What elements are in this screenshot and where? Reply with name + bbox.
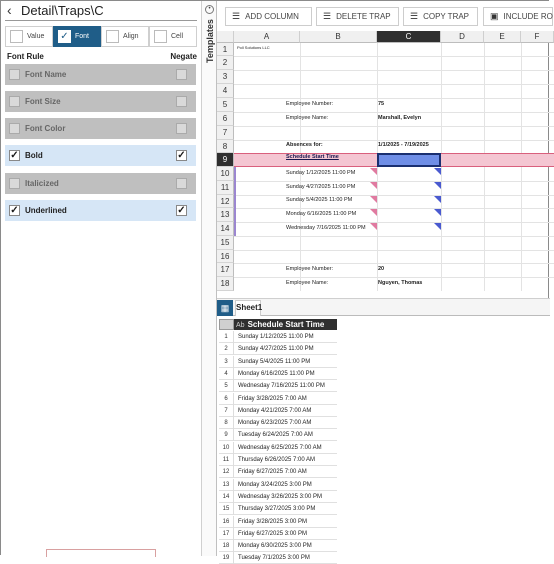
blue-marker-icon (434, 209, 441, 216)
rule-label: Underlined (25, 206, 67, 215)
blue-marker-icon (434, 168, 441, 175)
row-number: 13 (219, 479, 234, 491)
table-row[interactable] (219, 405, 337, 417)
row-header[interactable]: 13 (217, 208, 234, 222)
table-row[interactable] (219, 368, 337, 380)
trap-rules-panel (1, 1, 201, 556)
row-header[interactable]: 17 (217, 263, 234, 277)
spreadsheet-grid[interactable] (217, 31, 550, 291)
check-icon: ✓ (10, 150, 19, 161)
rule-font-size[interactable] (5, 91, 196, 112)
table-row[interactable] (219, 552, 337, 564)
column-header[interactable]: E (484, 31, 521, 43)
font-rule-heading: Font Rule (7, 52, 44, 61)
row-number: 12 (219, 466, 234, 478)
delete-trap-label: DELETE TRAP (336, 12, 391, 21)
table-row[interactable] (219, 491, 337, 503)
copy-trap-label: COPY TRAP (423, 12, 470, 21)
cell-b17[interactable]: Employee Name: (286, 280, 329, 286)
row-header[interactable]: 1 (217, 43, 234, 56)
tab-value-label: Value (27, 33, 45, 40)
row-value: Friday 6/27/2025 7:00 AM (238, 469, 307, 476)
grid-line (484, 43, 485, 291)
negate-checkbox[interactable] (176, 69, 187, 80)
cell-b14[interactable]: Wednesday 7/16/2025 11:00 PM (286, 225, 366, 231)
tab-font[interactable] (53, 26, 101, 47)
add-column-button[interactable] (225, 7, 312, 26)
row-value: Friday 6/27/2025 3:00 PM (238, 530, 308, 537)
font-checkbox[interactable] (58, 30, 71, 43)
row-value: Wednesday 7/16/2025 11:00 PM (238, 383, 325, 390)
row-value: Monday 6/23/2025 7:00 AM (238, 420, 312, 427)
row-value: Thursday 3/27/2025 3:00 PM (238, 506, 316, 513)
copy-trap-button[interactable] (403, 7, 478, 26)
grid-line (521, 43, 522, 291)
row-number: 11 (219, 454, 234, 466)
rule-checkbox[interactable] (9, 123, 20, 134)
grid-line (234, 208, 554, 209)
column-header-schedule-start-time[interactable] (234, 319, 337, 330)
row-number: 9 (219, 429, 234, 441)
row-header[interactable]: 14 (217, 222, 234, 236)
row-header[interactable]: 2 (217, 56, 234, 70)
grid-line (234, 181, 554, 182)
tab-align[interactable] (101, 26, 149, 47)
templates-strip[interactable] (201, 1, 217, 556)
value-checkbox[interactable] (10, 30, 23, 43)
check-icon: ✓ (10, 205, 19, 216)
rule-font-color[interactable] (5, 118, 196, 139)
cell-b5[interactable]: Employee Number: (286, 101, 334, 107)
blue-marker-icon (434, 182, 441, 189)
row-value: Thursday 6/26/2025 7:00 AM (238, 457, 316, 463)
row-value: Monday 6/16/2025 11:00 PM (238, 370, 315, 377)
negate-checkbox[interactable] (176, 205, 187, 216)
column-header[interactable]: F (521, 31, 554, 43)
cell-b11[interactable]: Sunday 4/27/2025 11:00 PM (286, 184, 356, 190)
row-number: 4 (219, 368, 234, 380)
delete-trap-button[interactable] (316, 7, 399, 26)
divider (5, 20, 197, 21)
row-value: Sunday 1/12/2025 11:00 PM (238, 334, 314, 340)
blue-marker-icon (434, 223, 441, 230)
row-number: 3 (219, 356, 234, 368)
pink-marker-icon (370, 182, 377, 189)
bottom-action-box[interactable] (46, 549, 156, 557)
row-header[interactable]: 16 (217, 250, 234, 263)
row-header[interactable]: 7 (217, 126, 234, 140)
rule-label: Font Color (25, 124, 66, 133)
blue-marker-icon (434, 196, 441, 203)
sheet-tab[interactable]: Sheet1 (235, 300, 261, 316)
grid-line (234, 195, 554, 196)
row-number: 10 (219, 442, 234, 454)
grid-line (234, 70, 554, 71)
column-header[interactable]: D (441, 31, 484, 43)
text-type-badge: Ab (236, 322, 245, 329)
table-row[interactable] (219, 417, 337, 429)
table-row[interactable] (219, 343, 337, 355)
row-value: Monday 3/24/2025 3:00 PM (238, 481, 312, 488)
delete-icon: ☰ (323, 11, 332, 21)
negate-checkbox[interactable] (176, 123, 187, 134)
grid-line (300, 43, 301, 291)
table-row[interactable] (219, 479, 337, 491)
chevron-left-icon[interactable]: ‹ (7, 2, 12, 18)
add-column-label: ADD COLUMN (245, 12, 299, 21)
row-value: Tuesday 7/1/2025 3:00 PM (238, 555, 310, 562)
row-number: 19 (219, 552, 234, 564)
cell-c17[interactable]: Nguyen, Thomas (378, 280, 423, 286)
row-number: 2 (219, 343, 234, 355)
rule-checkbox[interactable] (9, 150, 20, 161)
rule-font-name[interactable] (5, 64, 196, 85)
row-value: Friday 3/28/2025 7:00 AM (238, 395, 307, 402)
table-corner[interactable] (219, 319, 234, 330)
include-icon: ▣ (490, 11, 499, 21)
row-header[interactable]: 11 (217, 181, 234, 195)
check-icon: ✓ (177, 150, 186, 161)
row-number: 7 (219, 405, 234, 417)
column-header-label: Schedule Start Time (247, 320, 325, 329)
templates-label: Templates (205, 19, 215, 63)
table-row[interactable] (219, 442, 337, 454)
row-number: 1 (219, 331, 234, 343)
panel-title: Detail\Traps\C (21, 3, 104, 18)
table-row[interactable] (219, 380, 337, 392)
row-number: 6 (219, 393, 234, 405)
cell-c6[interactable]: Marshall, Evelyn (378, 115, 422, 121)
row-header[interactable]: 3 (217, 70, 234, 84)
row-value: Tuesday 6/24/2025 7:00 AM (238, 432, 313, 439)
rule-label: Font Name (25, 70, 67, 79)
column-header[interactable]: B (300, 31, 377, 43)
company-name: Poll Solutions LLC (237, 45, 270, 50)
tab-align-label: Align (123, 33, 139, 40)
rule-checkbox[interactable] (9, 69, 20, 80)
cell-b8[interactable]: Absences for: (286, 142, 323, 148)
rule-checkbox[interactable] (9, 205, 20, 216)
include-button[interactable] (483, 7, 553, 26)
row-header[interactable]: 10 (217, 167, 234, 181)
row-number: 5 (219, 380, 234, 392)
rule-underlined[interactable] (5, 200, 196, 221)
row-number: 16 (219, 516, 234, 528)
workspace (217, 1, 553, 562)
trap-range-indicator (234, 167, 236, 236)
row-number: 8 (219, 417, 234, 429)
tab-font-label: Font (75, 33, 90, 40)
table-row[interactable] (219, 528, 337, 540)
cell-b12[interactable]: Sunday 5/4/2025 11:00 PM (286, 197, 353, 203)
row-value: Sunday 4/27/2025 11:00 PM (238, 346, 314, 353)
pin-icon[interactable]: • (205, 5, 214, 14)
cell-c5[interactable]: 75 (378, 101, 385, 107)
tab-cell[interactable] (149, 26, 197, 47)
align-checkbox[interactable] (106, 30, 119, 43)
table-row[interactable] (219, 393, 337, 405)
table-row[interactable] (219, 331, 337, 343)
grid-line (441, 43, 442, 291)
row-value: Sunday 5/4/2025 11:00 PM (238, 358, 311, 365)
pink-marker-icon (370, 196, 377, 203)
cell-b9[interactable]: Schedule Start Time (286, 154, 339, 160)
tab-cell-label: Cell (171, 33, 184, 40)
row-header[interactable]: 6 (217, 112, 234, 126)
grid-line (234, 263, 554, 264)
negate-checkbox[interactable] (176, 178, 187, 189)
panel-header (1, 1, 201, 21)
pink-marker-icon (370, 168, 377, 175)
result-table[interactable] (217, 316, 550, 562)
table-row[interactable] (219, 356, 337, 368)
row-header[interactable]: 8 (217, 140, 234, 153)
row-number: 14 (219, 491, 234, 503)
grid-line (234, 222, 554, 223)
negate-checkbox[interactable] (176, 96, 187, 107)
row-number: 15 (219, 503, 234, 515)
toolbar (217, 1, 553, 31)
rules-column-header (7, 52, 197, 61)
row-value: Monday 6/30/2025 3:00 PM (238, 543, 312, 550)
cell-b6[interactable]: Employee Name: (286, 115, 329, 121)
rule-label: Bold (25, 151, 43, 160)
rule-italicized[interactable] (5, 173, 196, 194)
rule-checkbox[interactable] (9, 96, 20, 107)
cell-checkbox[interactable] (154, 30, 167, 43)
row-value: Friday 3/28/2025 3:00 PM (238, 518, 308, 525)
grid-corner[interactable] (217, 31, 234, 43)
row-header[interactable]: 4 (217, 84, 234, 98)
grid-line (234, 112, 554, 113)
row-number: 18 (219, 540, 234, 552)
pink-marker-icon (370, 223, 377, 230)
column-header[interactable]: A (234, 31, 300, 43)
column-header[interactable]: C (377, 31, 441, 43)
cell-c8[interactable]: 1/1/2025 - 7/19/2025 (378, 142, 429, 148)
cell-b13[interactable]: Monday 6/16/2025 11:00 PM (286, 211, 357, 217)
grid-line (234, 277, 554, 278)
row-value: Wednesday 6/25/2025 7:00 AM (238, 444, 322, 451)
add-column-icon: ☰ (232, 11, 241, 21)
row-header[interactable]: 5 (217, 98, 234, 112)
table-row[interactable] (219, 466, 337, 478)
row-header[interactable]: 9 (217, 153, 234, 167)
row-value: Wednesday 3/26/2025 3:00 PM (238, 493, 322, 500)
table-row[interactable] (219, 540, 337, 552)
table-row[interactable] (219, 454, 337, 466)
grid-line (234, 250, 554, 251)
negate-checkbox[interactable] (176, 150, 187, 161)
grid-line (234, 84, 554, 85)
include-label: INCLUDE RO (503, 12, 553, 21)
negate-heading: Negate (170, 52, 197, 61)
copy-icon: ☰ (410, 11, 419, 21)
grid-line (234, 236, 554, 237)
grid-line (234, 98, 554, 99)
grid-line (234, 56, 554, 57)
row-header[interactable]: 12 (217, 195, 234, 208)
sheet-tab-bar (217, 298, 550, 316)
row-header[interactable]: 15 (217, 236, 234, 250)
cell-c16[interactable]: 20 (378, 266, 385, 272)
row-number: 17 (219, 528, 234, 540)
cell-b16[interactable]: Employee Number: (286, 266, 334, 272)
table-row[interactable] (219, 429, 337, 441)
grid-line (234, 126, 554, 127)
rule-bold[interactable] (5, 145, 196, 166)
row-header[interactable]: 18 (217, 277, 234, 291)
pink-marker-icon (370, 209, 377, 216)
rule-checkbox[interactable] (9, 178, 20, 189)
row-value: Monday 4/21/2025 7:00 AM (238, 407, 312, 414)
rule-label: Font Size (25, 97, 61, 106)
grid-line (234, 140, 554, 141)
cell-b10[interactable]: Sunday 1/12/2025 11:00 PM (286, 170, 356, 176)
grid-line (377, 43, 378, 291)
rule-type-tabs (5, 26, 197, 47)
rule-label: Italicized (25, 179, 59, 188)
table-row[interactable] (219, 503, 337, 515)
check-icon: ✓ (60, 31, 69, 42)
tab-value[interactable] (5, 26, 53, 47)
table-row[interactable] (219, 516, 337, 528)
table-icon[interactable]: ▦ (217, 300, 233, 316)
selected-cell-c9[interactable] (377, 153, 441, 167)
check-icon: ✓ (177, 205, 186, 216)
